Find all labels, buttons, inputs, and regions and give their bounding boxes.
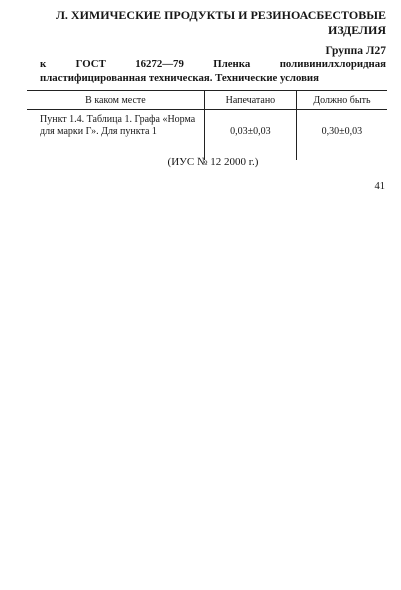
column-header-should-be: Должно быть bbox=[296, 91, 387, 110]
cell-should-be: 0,30±0,03 bbox=[296, 110, 387, 161]
column-header-place: В каком месте bbox=[27, 91, 204, 110]
table-row bbox=[27, 110, 387, 161]
section-heading-line-1: Л. ХИМИЧЕСКИЕ ПРОДУКТЫ И РЕЗИНОАСБЕСТОВЫЕ bbox=[55, 8, 386, 22]
cell-place: Пункт 1.4. Таблица 1. Графа «Норма для марки Г». Для пункта 1 bbox=[40, 114, 196, 137]
cell-printed: 0,03±0,03 bbox=[204, 110, 296, 161]
amendment-title: к ГОСТ 16272—79 Пленка поливинилхлоридная пластифицированная техническая. Технические условия bbox=[40, 58, 386, 84]
column-header-printed: Напечатано bbox=[204, 91, 296, 110]
section-heading-line-2: ИЗДЕЛИЯ bbox=[328, 23, 386, 37]
table-header-row bbox=[27, 91, 387, 110]
section-heading bbox=[40, 8, 386, 38]
source-reference: (ИУС № 12 2000 г.) bbox=[167, 156, 259, 168]
page-number: 41 bbox=[374, 181, 385, 192]
group-label: Группа Л27 bbox=[325, 45, 386, 57]
amendment-table bbox=[27, 90, 387, 160]
